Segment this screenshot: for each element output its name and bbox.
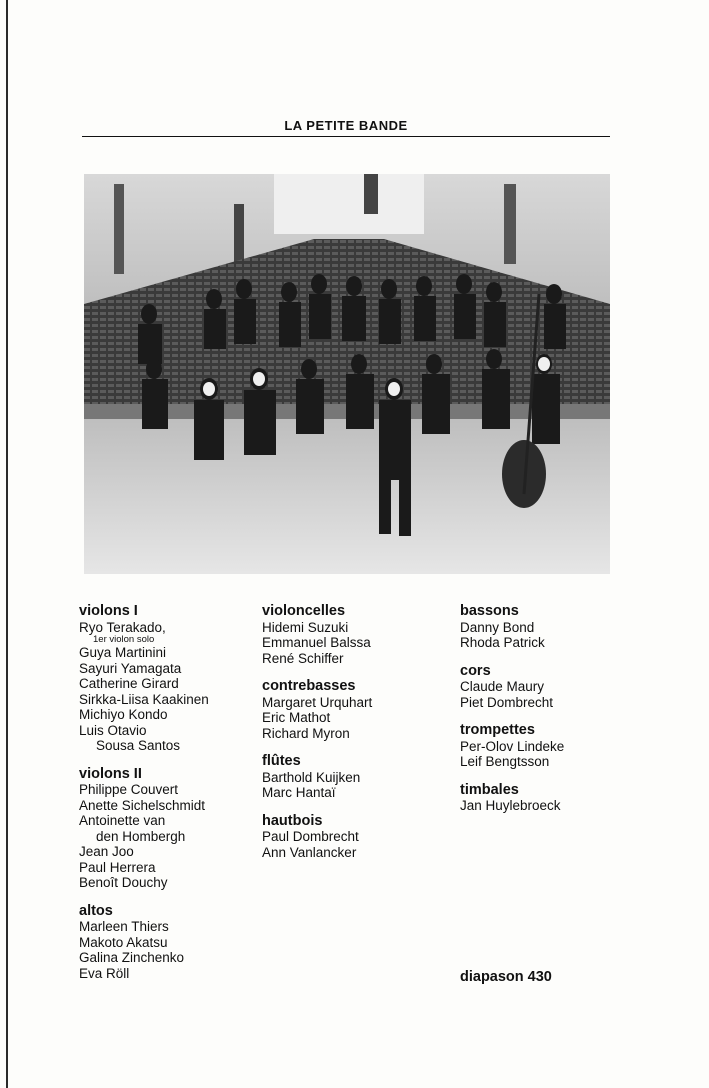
section-title: timbales — [460, 781, 519, 798]
page-title: LA PETITE BANDE — [284, 118, 408, 133]
member: René Schiffer — [262, 650, 344, 666]
section-title: contrebasses — [262, 678, 356, 694]
section-title: trompettes — [460, 722, 535, 738]
member: Marleen Thiers — [79, 919, 169, 934]
member: Makoto Akatsu — [79, 934, 168, 950]
member: Galina Zinchenko — [79, 950, 185, 965]
member: Philippe Couvert — [79, 782, 179, 797]
member-note: 1er violon solo — [93, 634, 155, 645]
member: Jan Huylebroeck — [460, 798, 561, 813]
member: Emmanuel Balssa — [262, 635, 371, 650]
column-2 — [262, 604, 452, 873]
section-title: cors — [460, 662, 491, 679]
footer-diapason: diapason 430 — [460, 969, 552, 985]
section-timbales — [460, 783, 630, 814]
section-violoncelles — [262, 604, 452, 666]
member: Ann Vanlancker — [262, 844, 357, 860]
member: Luis Otavio — [79, 722, 147, 738]
section-title: violons I — [79, 603, 138, 619]
member: Benoît Douchy — [79, 875, 168, 890]
member: Per-Olov Lindeke — [460, 738, 565, 754]
member: Margaret Urquhart — [262, 694, 373, 710]
section-title: violons II — [79, 765, 142, 782]
member: Eric Mathot — [262, 710, 331, 725]
member: Marc Hantaï — [262, 785, 336, 800]
section-violons-1 — [79, 604, 259, 754]
member: Catherine Girard — [79, 676, 179, 691]
section-violons-2 — [79, 767, 259, 891]
member: Piet Dombrecht — [460, 694, 554, 710]
member: Michiyo Kondo — [79, 707, 168, 722]
column-1 — [79, 604, 259, 994]
section-title: flûtes — [262, 753, 301, 769]
section-flutes — [262, 754, 452, 801]
member: Paul Dombrecht — [262, 829, 359, 844]
member: Paul Herrera — [79, 859, 156, 875]
member: Jean Joo — [79, 844, 134, 859]
member: Ryo Terakado, — [79, 619, 166, 635]
section-bassons — [460, 604, 630, 651]
member: Anette Sichelschmidt — [79, 797, 206, 813]
section-title: hautbois — [262, 812, 323, 829]
member: Sayuri Yamagata — [79, 660, 182, 676]
ensemble-photo — [84, 174, 610, 574]
member: Danny Bond — [460, 619, 535, 635]
section-contrebasses — [262, 679, 452, 741]
member: Leif Bengtsson — [460, 754, 550, 769]
section-title: altos — [79, 902, 113, 919]
section-trompettes — [460, 723, 630, 770]
section-altos — [79, 904, 259, 982]
member: Barthold Kuijken — [262, 769, 361, 785]
member: Rhoda Patrick — [460, 635, 545, 650]
section-title: bassons — [460, 603, 519, 619]
photo-illustration — [84, 174, 610, 574]
member: Claude Maury — [460, 679, 545, 694]
member: Sirkka-Liisa Kaakinen — [79, 691, 209, 707]
section-hautbois — [262, 814, 452, 861]
section-title: violoncelles — [262, 603, 346, 619]
section-cors — [460, 664, 630, 711]
member: Antoinette van — [79, 813, 166, 828]
member: Eva Röll — [79, 965, 130, 981]
title-rule — [82, 136, 610, 137]
member: Sousa Santos — [96, 738, 181, 753]
member: Richard Myron — [262, 725, 350, 741]
member: Hidemi Suzuki — [262, 619, 349, 635]
column-3 — [460, 604, 630, 827]
member: Guya Martinini — [79, 645, 167, 660]
member: den Hombergh — [96, 828, 186, 844]
